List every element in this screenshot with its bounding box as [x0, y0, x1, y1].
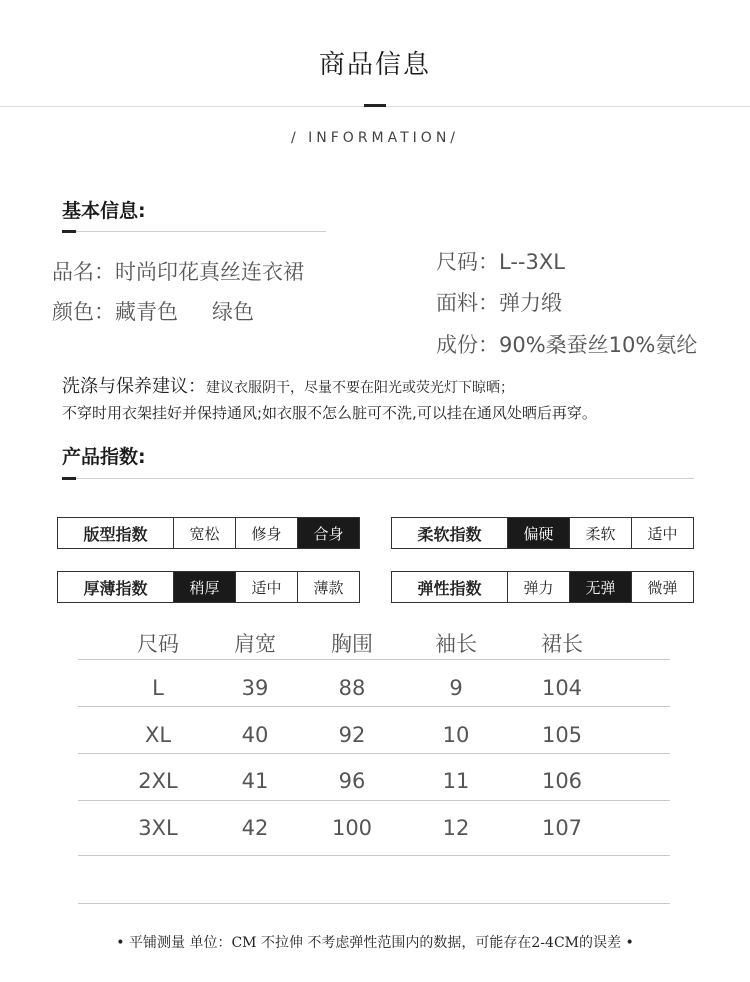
table-cell: 39: [241, 676, 269, 700]
thickness-index-label: 厚薄指数: [83, 578, 148, 598]
table-cell: 40: [241, 723, 269, 747]
table-cell: 2XL: [138, 769, 178, 793]
size-table-header-bust: 胸围: [331, 632, 373, 656]
table-cell: 88: [338, 676, 366, 700]
fit-option-slim: 修身: [235, 518, 297, 548]
table-cell: 11: [442, 769, 470, 793]
care-label: 洗涤与保养建议：: [62, 376, 206, 397]
product-size-label: 尺码：: [436, 250, 499, 274]
product-composition-row: [436, 329, 697, 359]
table-cell: 106: [541, 769, 583, 793]
product-index-heading: 产品指数:: [62, 446, 146, 468]
product-size-value: L--3XL: [499, 250, 565, 274]
softness-index: [391, 517, 694, 549]
table-cell: 92: [338, 723, 366, 747]
size-table-divider: [78, 753, 670, 754]
product-fabric-label: 面料：: [436, 291, 499, 315]
care-text-1: 建议衣服阴干，尽量不要在阳光或荧光灯下晾晒；: [206, 380, 514, 396]
product-color-value-1: 藏青色: [115, 300, 178, 324]
thickness-option-thin: 薄款: [297, 572, 359, 602]
table-cell: 10: [442, 723, 470, 747]
table-cell: 107: [541, 816, 583, 840]
product-name-value: 时尚印花真丝连衣裙: [115, 260, 304, 284]
product-color-label: 颜色：: [52, 300, 115, 324]
size-table-header-shoulder: 肩宽: [234, 632, 276, 656]
product-composition-value: 90%桑蚕丝10%氨纶: [499, 333, 698, 357]
title-accent-dash: [364, 104, 386, 107]
size-table-divider: [78, 659, 670, 660]
product-color-value-2: 绿色: [212, 300, 254, 324]
product-index-divider: [62, 478, 694, 479]
table-cell: L: [152, 676, 164, 700]
size-table-bottom-line: [78, 903, 670, 904]
fit-index: [57, 517, 360, 549]
page-subtitle: / INFORMATION/: [290, 130, 460, 146]
softness-option-soft: 柔软: [569, 518, 631, 548]
table-cell: XL: [144, 723, 172, 747]
product-name-label: 品名：: [52, 260, 115, 284]
elasticity-option-none: 无弹: [569, 572, 631, 602]
table-cell: 105: [541, 723, 583, 747]
product-name-row: [52, 256, 304, 286]
product-fabric-row: [436, 287, 562, 317]
fit-option-regular: 合身: [297, 518, 359, 548]
care-line-1: [62, 372, 514, 398]
product-color-row: [52, 296, 254, 326]
measurement-footnote: • 平铺测量 单位：CM 不拉伸 不考虑弹性范围内的数据，可能存在2-4CM的误差 •: [116, 935, 634, 951]
thickness-option-medium: 适中: [235, 572, 297, 602]
product-composition-label: 成份：: [436, 333, 499, 357]
thickness-option-thick: 稍厚: [173, 572, 235, 602]
softness-option-firm: 偏硬: [507, 518, 569, 548]
basic-info-divider: [62, 231, 326, 232]
softness-option-medium: 适中: [631, 518, 693, 548]
size-table-header-size: 尺码: [137, 632, 179, 656]
table-cell: 41: [241, 769, 269, 793]
table-cell: 3XL: [138, 816, 178, 840]
fit-index-label: 版型指数: [83, 524, 148, 544]
elasticity-index-label: 弹性指数: [417, 578, 482, 598]
table-cell: 12: [442, 816, 470, 840]
table-cell: 42: [241, 816, 269, 840]
elasticity-option-stretch: 弹力: [507, 572, 569, 602]
thickness-index: [57, 571, 360, 603]
table-cell: 104: [541, 676, 583, 700]
size-table-header-length: 裙长: [541, 632, 583, 656]
product-fabric-value: 弹力缎: [499, 291, 562, 315]
basic-info-dash: [62, 230, 76, 233]
table-cell: 96: [338, 769, 366, 793]
size-table-divider: [78, 800, 670, 801]
page-title: 商品信息: [318, 50, 431, 80]
care-line-2: 不穿时用衣架挂好并保持通风;如衣服不怎么脏可不洗,可以挂在通风处晒后再穿。: [62, 404, 597, 422]
basic-info-heading: 基本信息:: [62, 200, 146, 222]
size-table-divider: [78, 855, 670, 856]
table-cell: 9: [449, 676, 463, 700]
size-table-header-sleeve: 袖长: [435, 632, 477, 656]
product-size-row: [436, 246, 565, 276]
size-table-divider: [78, 706, 670, 707]
elasticity-index: [391, 571, 694, 603]
table-cell: 100: [331, 816, 373, 840]
softness-index-label: 柔软指数: [417, 524, 482, 544]
elasticity-option-slight: 微弹: [631, 572, 693, 602]
fit-option-loose: 宽松: [173, 518, 235, 548]
product-index-dash: [62, 477, 76, 480]
